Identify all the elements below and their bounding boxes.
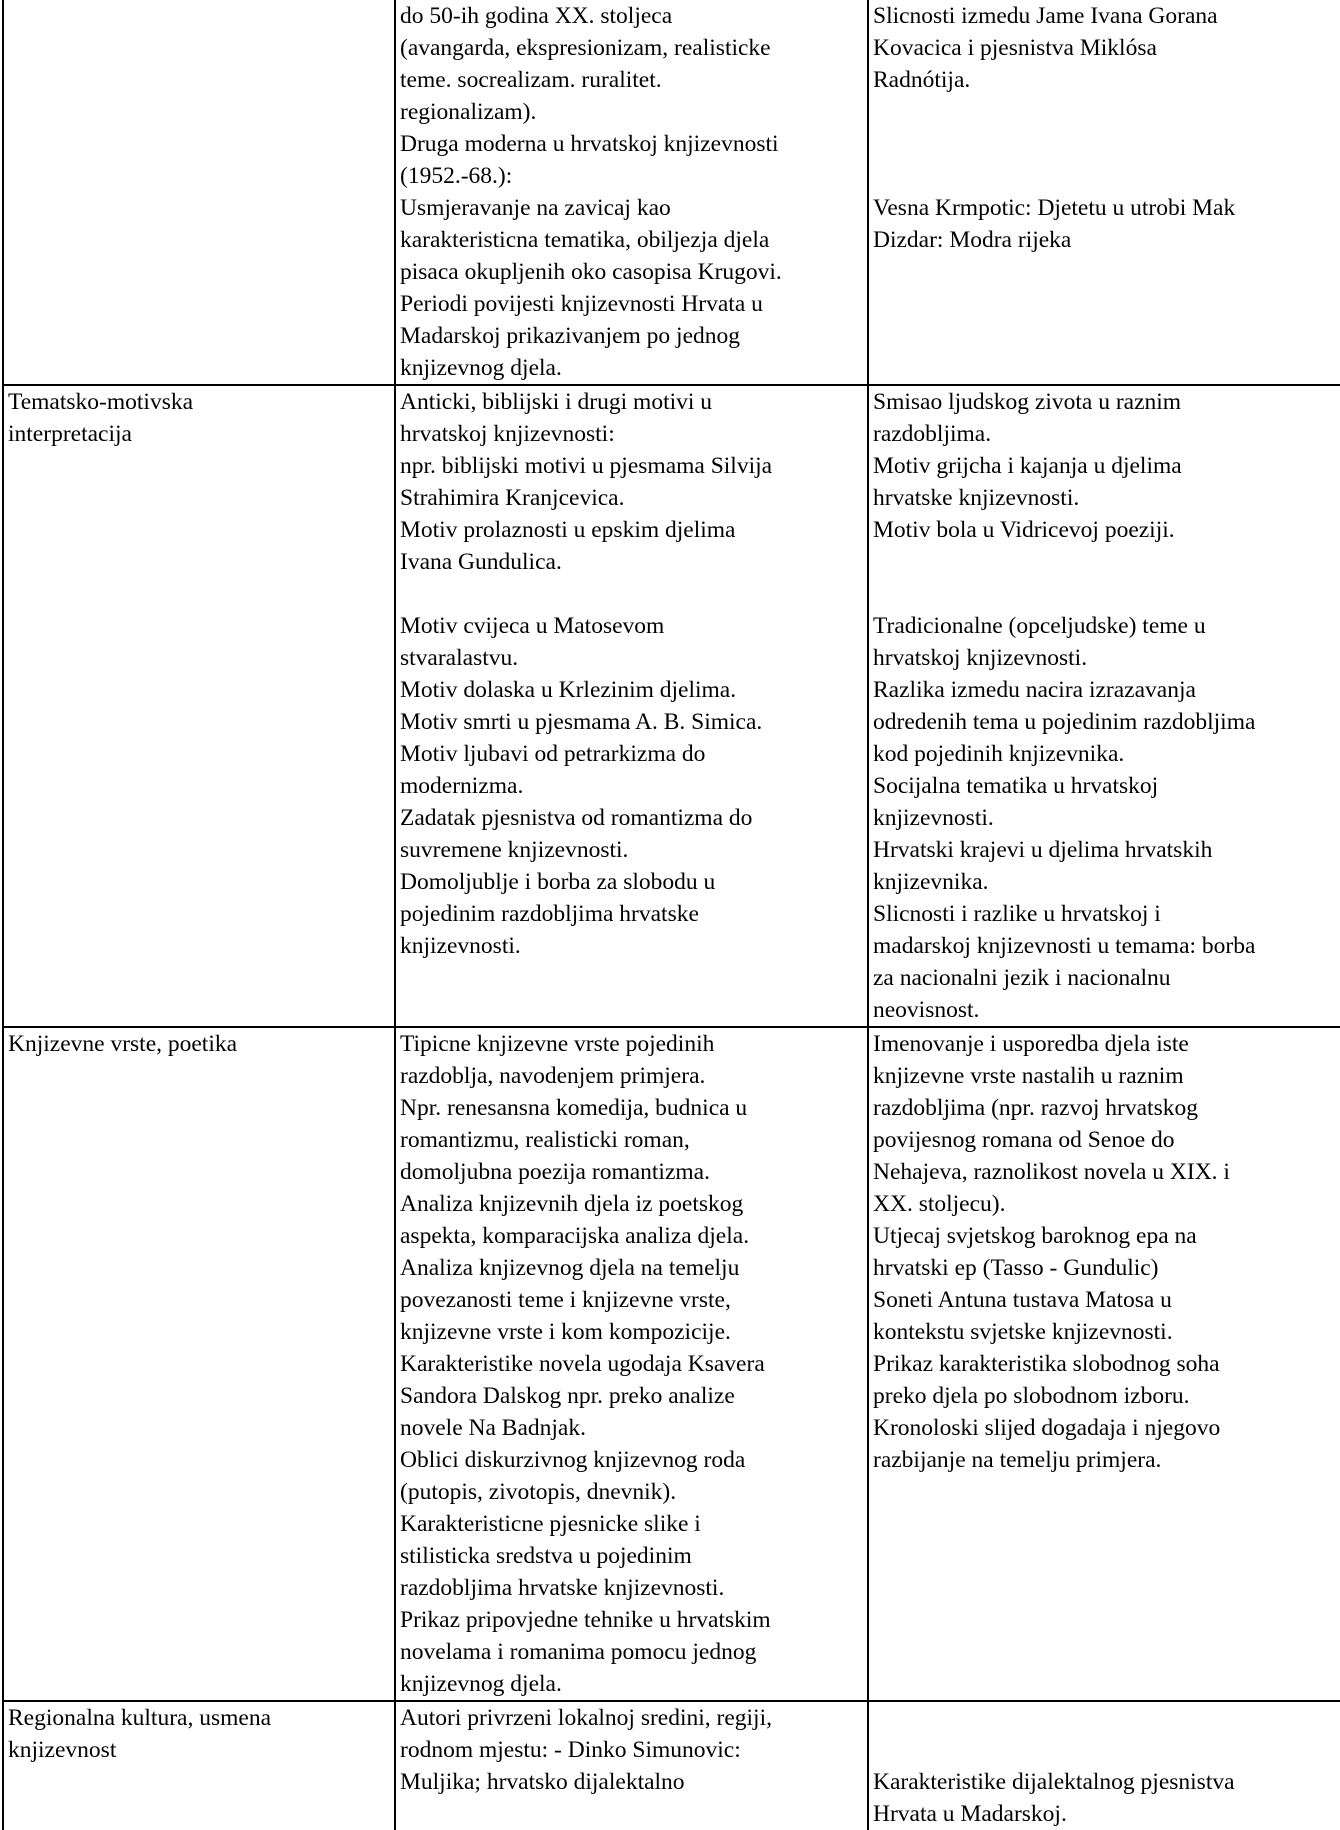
text-line: Knjizevne vrste, poetika [8,1031,238,1057]
text-line: karakteristicna tematika, obiljezja djela [400,227,770,253]
content-cell [395,1701,868,1830]
table-row [3,1701,1340,1830]
text-line: Motiv bola u Vidricevoj poeziji. [873,517,1175,543]
text-line: domoljubna poezija romantizma. [400,1159,710,1185]
text-line: Oblici diskurzivnog knjizevnog roda [400,1447,746,1473]
text-line [873,1702,1338,1734]
table-row [3,0,1340,385]
text-line: npr. biblijski motivi u pjesmama Silvija [400,453,773,479]
text-line [873,160,1338,192]
text-line: knjizevne vrste nastalih u raznim [873,1063,1184,1089]
text-line: stvaralastvu. [400,645,519,671]
text-line: madarskoj knjizevnosti u temama: borba [873,933,1256,959]
text-line: Hrvatski krajevi u djelima hrvatskih [873,837,1213,863]
text-line: Analiza knjizevnog djela na temelju [400,1255,740,1281]
text-line: Dizdar: Modra rijeka [873,227,1072,253]
text-line: Tematsko-motivska [8,389,194,415]
text-line: Slicnosti izmedu Jame Ivana Gorana [873,3,1218,29]
text-line: aspekta, komparacijska analiza djela. [400,1223,750,1249]
theme-cell [3,1701,395,1830]
text-line: povijesnog romana od Senoe do [873,1127,1175,1153]
text-line [873,128,1338,160]
text-line: Motiv prolaznosti u epskim djelima [400,517,736,543]
text-line: Motiv ljubavi od petrarkizma do [400,741,706,767]
text-line: knjizevnosti. [400,933,521,959]
text-line: XX. stoljecu). [873,1191,1006,1217]
text-line: preko djela po slobodnom izboru. [873,1383,1190,1409]
text-line: pojedinim razdobljima hrvatske [400,901,699,927]
text-line: Usmjeravanje na zavicaj kao [400,195,671,221]
text-line: Prikaz pripovjedne tehnike u hrvatskim [400,1607,771,1633]
text-line: Anticki, biblijski i drugi motivi u [400,389,713,415]
text-line: Periodi povijesti knjizevnosti Hrvata u [400,291,763,317]
text-line: Vesna Krmpotic: Djetetu u utrobi Mak [873,195,1236,221]
content-cell [395,1027,868,1701]
text-line: Regionalna kultura, usmena [8,1705,271,1731]
text-line: knjizevnog djela. [400,355,562,381]
text-line: Kronoloski slijed dogadaja i njegovo [873,1415,1221,1441]
text-line: hrvatskoj knjizevnosti. [873,645,1088,671]
text-line [873,578,1338,610]
text-line: Muljika; hrvatsko dijalektalno [400,1769,685,1795]
text-line: Motiv cvijeca u Matosevom [400,613,665,639]
text-line: kod pojedinih knjizevnika. [873,741,1125,767]
text-line: Imenovanje i usporedba djela iste [873,1031,1189,1057]
theme-cell [3,1027,395,1701]
text-line: novele Na Badnjak. [400,1415,586,1441]
text-line: razdobljima (npr. razvoj hrvatskog [873,1095,1198,1121]
extension-cell [868,1701,1340,1830]
content-cell [395,385,868,1027]
text-line: Madarskoj prikazivanjem po jednog [400,323,741,349]
text-line: hrvatskoj knjizevnosti: [400,421,615,447]
text-line: kontekstu svjetske knjizevnosti. [873,1319,1173,1345]
text-line: razbijanje na temelju primjera. [873,1447,1162,1473]
text-line: Karakteristicne pjesnicke slike i [400,1511,701,1537]
text-line: Autori privrzeni lokalnoj sredini, regiji, [400,1705,772,1731]
text-line: knjizevnika. [873,869,989,895]
text-line: povezanosti teme i knjizevne vrste, [400,1287,731,1313]
text-line: razdobljima hrvatske knjizevnosti. [400,1575,725,1601]
text-line: Razlika izmedu nacira izrazavanja [873,677,1196,703]
text-line [873,96,1338,128]
text-line: Druga moderna u hrvatskoj knjizevnosti [400,131,779,157]
extension-cell [868,385,1340,1027]
text-line: Smisao ljudskog zivota u raznim [873,389,1182,415]
text-line: teme. socrealizam. ruralitet. [400,67,662,93]
theme-cell [3,0,395,385]
curriculum-table [2,0,1340,1830]
text-line: Prikaz karakteristika slobodnog soha [873,1351,1220,1377]
text-line: neovisnost. [873,997,980,1023]
text-line: knjizevne vrste i kom kompozicije. [400,1319,731,1345]
text-line: Strahimira Kranjcevica. [400,485,625,511]
text-line: Slicnosti i razlike u hrvatskoj i [873,901,1161,927]
text-line: Utjecaj svjetskog baroknog epa na [873,1223,1197,1249]
text-line: Sandora Dalskog npr. preko analize [400,1383,735,1409]
text-line: rodnom mjestu: - Dinko Simunovic: [400,1737,741,1763]
text-line: Radnótija. [873,67,971,93]
text-line: Soneti Antuna tustava Matosa u [873,1287,1172,1313]
text-line: pisaca okupljenih oko casopisa Krugovi. [400,259,782,285]
text-line: hrvatski ep (Tasso - Gundulic) [873,1255,1159,1281]
text-line: Motiv smrti u pjesmama A. B. Simica. [400,709,763,735]
text-line: Zadatak pjesnistva od romantizma do [400,805,753,831]
table-row [3,1027,1340,1701]
content-cell [395,0,868,385]
text-line [873,1734,1338,1766]
theme-cell [3,385,395,1027]
text-line: Nehajeva, raznolikost novela u XIX. i [873,1159,1230,1185]
text-line: za nacionalni jezik i nacionalnu [873,965,1171,991]
text-line: suvremene knjizevnosti. [400,837,629,863]
text-line: Karakteristike novela ugodaja Ksavera [400,1351,765,1377]
text-line: Tradicionalne (opceljudske) teme u [873,613,1206,639]
text-line: knjizevnog djela. [400,1671,562,1697]
text-line: Domoljublje i borba za slobodu u [400,869,716,895]
text-line: regionalizam). [400,99,537,125]
text-line: Tipicne knjizevne vrste pojedinih [400,1031,715,1057]
text-line: romantizmu, realisticki roman, [400,1127,690,1153]
text-line: (avangarda, ekspresionizam, realisticke [400,35,771,61]
text-line: modernizma. [400,773,524,799]
text-line: odredenih tema u pojedinim razdobljima [873,709,1256,735]
text-line: do 50-ih godina XX. stoljeca [400,3,673,29]
text-line: Hrvata u Madarskoj. [873,1801,1067,1827]
text-line: Karakteristike dijalektalnog pjesnistva [873,1769,1235,1795]
text-line: interpretacija [8,421,132,447]
text-line: Motiv grijcha i kajanja u djelima [873,453,1182,479]
text-line: novelama i romanima pomocu jednog [400,1639,757,1665]
text-line: Socijalna tematika u hrvatskoj [873,773,1159,799]
text-line: (1952.-68.): [400,163,513,189]
text-line: Motiv dolaska u Krlezinim djelima. [400,677,737,703]
text-line: Analiza knjizevnih djela iz poetskog [400,1191,744,1217]
text-line: knjizevnost [8,1737,117,1763]
text-line [873,546,1338,578]
extension-cell [868,0,1340,385]
text-line: Npr. renesansna komedija, budnica u [400,1095,748,1121]
text-line: Ivana Gundulica. [400,549,562,575]
text-line: razdoblja, navodenjem primjera. [400,1063,706,1089]
table-row [3,385,1340,1027]
text-line: stilisticka sredstva u pojedinim [400,1543,692,1569]
text-line: razdobljima. [873,421,992,447]
text-line: knjizevnosti. [873,805,994,831]
text-line: Kovacica i pjesnistva Miklósa [873,35,1157,61]
text-line: (putopis, zivotopis, dnevnik). [400,1479,677,1505]
text-line [400,578,865,610]
extension-cell [868,1027,1340,1701]
text-line: hrvatske knjizevnosti. [873,485,1080,511]
